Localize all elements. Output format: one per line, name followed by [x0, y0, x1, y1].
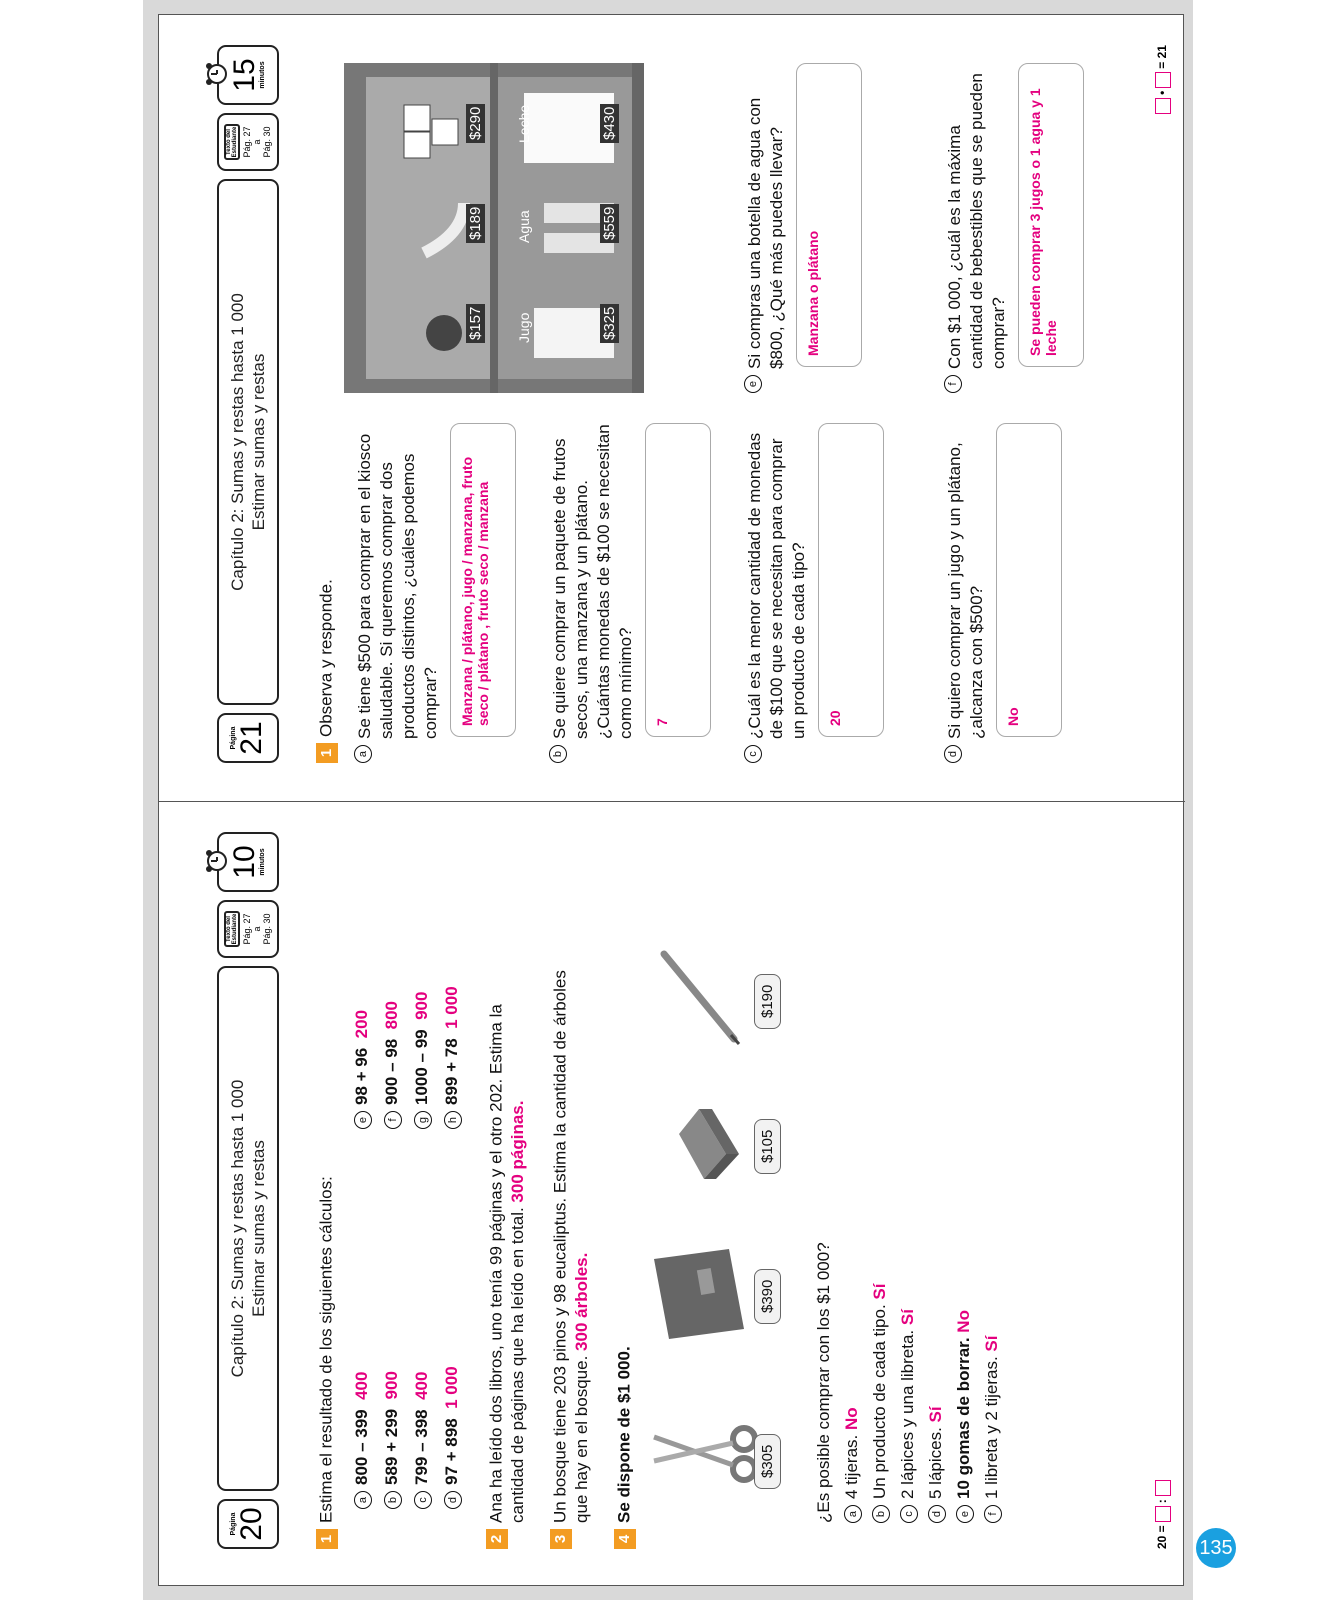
price-top-3: $290 — [466, 104, 485, 143]
question-3 — [550, 970, 572, 1549]
page-label: Página — [229, 1512, 237, 1536]
item-letter: b — [549, 745, 567, 763]
answer: 900 — [412, 991, 431, 1020]
item-text: Si compras una botella de agua con $800, ¿Qué más puedes llevar? — [745, 97, 786, 369]
scissors-icon — [649, 1399, 759, 1499]
price-bottom-1: $325 — [600, 304, 619, 343]
item-text: ¿Cuál es la menor cantidad de monedas de $100 que se necesitan para comprar un producto de cada tipo? — [745, 432, 808, 739]
page-number: 21 — [234, 721, 268, 755]
page-21 — [159, 15, 1185, 801]
ref-line: Pág. 27 — [242, 913, 252, 945]
q4-item-f — [982, 1336, 1002, 1523]
item-letter: e — [744, 375, 762, 393]
item-text: Se tiene $500 para comprar en el kiosco saludable. Si queremos comprar dos productos distintos, ¿cuáles podemos comprar? — [355, 433, 440, 739]
item-text: Con $1 000, ¿cuál es la máxima cantidad de bebestibles que se pueden comprar? — [945, 73, 1008, 369]
alarm-clock-icon — [205, 848, 227, 874]
chapter-title-box — [217, 966, 279, 1491]
q1-item-c — [412, 1372, 432, 1509]
item-letter: e — [956, 1505, 974, 1523]
answer-box[interactable]: Manzana o plátano — [796, 63, 862, 367]
answer: 400 — [412, 1371, 431, 1400]
question-number: 1 — [316, 743, 338, 763]
answer: 800 — [382, 1000, 401, 1030]
expression: 899 + 78 — [442, 1038, 461, 1105]
question-text: Observa y responde. — [316, 579, 336, 737]
header-21 — [217, 45, 283, 763]
ref-line: a — [252, 139, 262, 145]
question-3-line2 — [572, 1253, 592, 1523]
question-text: cantidad de páginas que ha leído en total. — [508, 1207, 527, 1523]
question-4 — [614, 1346, 636, 1549]
question-text: Se dispone de $1 000. — [614, 1346, 634, 1523]
question-text: que hay en el bosque. — [572, 1355, 591, 1523]
item-letter: c — [744, 745, 762, 763]
blank-square — [1155, 98, 1171, 114]
question-number: 1 — [316, 1529, 338, 1549]
label-agua: Agua — [516, 210, 532, 243]
time-label: minutos — [258, 848, 266, 876]
q1-item-f — [382, 1001, 402, 1129]
question-number: 4 — [614, 1529, 636, 1549]
q4-item-e — [954, 1310, 974, 1523]
blank-square — [1155, 1506, 1171, 1522]
item-text: 5 lápices. — [926, 1427, 945, 1499]
item-letter: f — [384, 1111, 402, 1129]
item-text: Se quiere comprar un paquete de frutos secos, una manzana y un plátano. ¿Cuántas monedas de $100 se necesitan como mínimo? — [550, 424, 635, 739]
answer: No — [954, 1310, 973, 1333]
page-20 — [159, 801, 1185, 1587]
answer-box[interactable]: Se pueden comprar 3 jugos o 1 agua y 1 leche — [1018, 63, 1084, 367]
item-text: 10 gomas de borrar. — [954, 1337, 973, 1499]
item-letter: a — [844, 1505, 862, 1523]
expression: 589 + 299 — [382, 1408, 401, 1485]
alarm-clock-icon — [205, 61, 227, 87]
book-icon: Texto del Estudiante — [224, 124, 240, 160]
q1-item-f — [944, 63, 1084, 393]
page-number: 20 — [234, 1507, 268, 1541]
item-text: Si quiero comprar un jugo y un plátano, ¿alcanza con $500? — [945, 442, 986, 739]
expression: 800 – 399 — [352, 1409, 371, 1485]
page-21-body — [304, 45, 1165, 763]
question-text: Un bosque tiene 203 pinos y 98 eucaliptus. Estima la cantidad de árboles — [550, 970, 570, 1523]
eraser-icon — [664, 1099, 744, 1189]
time-number: 15 — [227, 58, 261, 92]
page-20-body — [304, 832, 1165, 1549]
kiosk-shelf-illustration — [344, 63, 644, 393]
question-number: 3 — [550, 1529, 572, 1549]
question-4-prompt: ¿Es posible comprar con los $1 000? — [814, 1242, 833, 1523]
answer: 400 — [352, 1371, 371, 1400]
answer-box[interactable]: 7 — [645, 423, 711, 737]
q4-item-c — [898, 1309, 918, 1523]
time-number: 10 — [227, 845, 261, 879]
blank-square — [1155, 72, 1171, 88]
expression: 799 – 398 — [412, 1409, 431, 1485]
answer: No — [842, 1407, 861, 1431]
price-tag-eraser: $105 — [754, 1119, 781, 1174]
price-tag-scissors: $305 — [754, 1434, 781, 1489]
price-tag-pencil: $190 — [754, 974, 781, 1029]
question-1 — [316, 1176, 338, 1549]
q1-item-b — [382, 1371, 402, 1509]
answer: 300 páginas. — [508, 1100, 527, 1203]
q1-item-b — [549, 423, 711, 763]
q4-item-a — [842, 1407, 862, 1523]
price-top-2: $189 — [466, 204, 485, 243]
expression: 98 + 96 — [352, 1047, 371, 1105]
chapter-title: Capítulo 2: Sumas y restas hasta 1 000 — [228, 293, 247, 591]
header-20 — [217, 832, 283, 1549]
price-top-1: $157 — [466, 304, 485, 343]
item-letter: b — [384, 1491, 402, 1509]
answer: 1 000 — [442, 986, 461, 1029]
price-bottom-2: $559 — [600, 204, 619, 243]
item-text: 2 lápices y una libreta. — [898, 1329, 917, 1499]
footer-text: = 21 — [1155, 45, 1170, 69]
textbook-ref-box — [217, 900, 279, 958]
answer: Sí — [982, 1335, 1001, 1352]
item-letter: f — [984, 1505, 1002, 1523]
label-leche: Leche — [516, 104, 532, 143]
chapter-title: Capítulo 2: Sumas y restas hasta 1 000 — [228, 1079, 247, 1378]
answer: Sí — [898, 1309, 917, 1326]
q1-item-g — [412, 992, 432, 1129]
question-text: Estima el resultado de los siguientes cálculos: — [316, 1176, 336, 1523]
answer: 1 000 — [442, 1366, 461, 1409]
page-badge: 135 — [1196, 1528, 1236, 1568]
item-letter: c — [900, 1505, 918, 1523]
question-1 — [316, 579, 338, 763]
blank-square — [1155, 1480, 1171, 1496]
item-letter: e — [354, 1111, 372, 1129]
expression: 97 + 898 — [442, 1418, 461, 1485]
q4-item-b — [870, 1284, 890, 1523]
expression: 900 – 98 — [382, 1038, 401, 1105]
answer: Sí — [926, 1406, 945, 1423]
footer-text: 20 = — [1155, 1525, 1170, 1549]
question-2-line2 — [508, 1101, 528, 1524]
answer-box[interactable]: No — [996, 423, 1062, 737]
item-letter: a — [354, 745, 372, 763]
expression: 1000 – 99 — [412, 1029, 431, 1105]
item-letter: d — [928, 1505, 946, 1523]
item-letter: g — [414, 1111, 432, 1129]
q1-item-a — [354, 423, 516, 763]
chapter-title-box — [217, 179, 279, 705]
price-bottom-3: $430 — [600, 104, 619, 143]
question-text: Ana ha leído dos libros, uno tenía 99 páginas y el otro 202. Estima la — [486, 1004, 506, 1523]
item-letter: a — [354, 1491, 372, 1509]
page-label: Página — [229, 726, 237, 750]
footer-equation-right: •= 21 — [1155, 45, 1171, 117]
time-box — [217, 832, 279, 892]
ref-line: Pág. 30 — [262, 126, 272, 158]
footer-equation-left: 20 =: — [1155, 1477, 1171, 1549]
page-number-box — [217, 713, 279, 763]
workbook-spread — [158, 14, 1184, 1586]
answer-box[interactable]: Manzana / plátano, jugo / manzana, fruto seco / plátano , fruto seco / manzana — [450, 423, 516, 737]
question-number: 2 — [486, 1529, 508, 1549]
q1-item-e — [352, 1010, 372, 1129]
pencil-icon — [654, 939, 744, 1049]
item-text: 1 libreta y 2 tijeras. — [982, 1356, 1001, 1499]
item-text: 4 tijeras. — [842, 1434, 861, 1499]
ref-line: Pág. 27 — [242, 126, 252, 158]
ref-line: a — [252, 926, 262, 932]
item-letter: d — [944, 745, 962, 763]
question-2 — [486, 1004, 508, 1549]
answer: 200 — [352, 1009, 371, 1039]
section-title: Estimar sumas y restas — [249, 353, 268, 531]
answer: 300 árboles. — [572, 1252, 591, 1351]
q1-item-h — [442, 986, 462, 1129]
q1-item-a — [352, 1372, 372, 1509]
label-jugo: Jugo — [516, 312, 532, 343]
book-icon: Texto del Estudiante — [224, 911, 240, 947]
time-label: minutos — [258, 61, 266, 89]
time-box — [217, 45, 279, 105]
item-text: Un producto de cada tipo. — [870, 1304, 889, 1499]
q1-item-d — [944, 423, 1062, 763]
notebook-icon — [649, 1239, 749, 1349]
item-letter: c — [414, 1491, 432, 1509]
answer: Sí — [870, 1283, 889, 1300]
q1-item-c — [744, 423, 884, 763]
item-letter: d — [444, 1491, 462, 1509]
item-letter: f — [944, 375, 962, 393]
page-number-box — [217, 1499, 279, 1549]
q1-item-d — [442, 1366, 462, 1509]
answer-box[interactable]: 20 — [818, 423, 884, 737]
textbook-ref-box — [217, 113, 279, 171]
section-title: Estimar sumas y restas — [249, 1140, 268, 1317]
q4-item-d — [926, 1406, 946, 1523]
ref-line: Pág. 30 — [262, 913, 272, 945]
price-tag-notebook: $390 — [754, 1269, 781, 1324]
q1-item-e — [744, 63, 862, 393]
item-letter: h — [444, 1111, 462, 1129]
item-letter: b — [872, 1505, 890, 1523]
answer: 900 — [382, 1371, 401, 1400]
